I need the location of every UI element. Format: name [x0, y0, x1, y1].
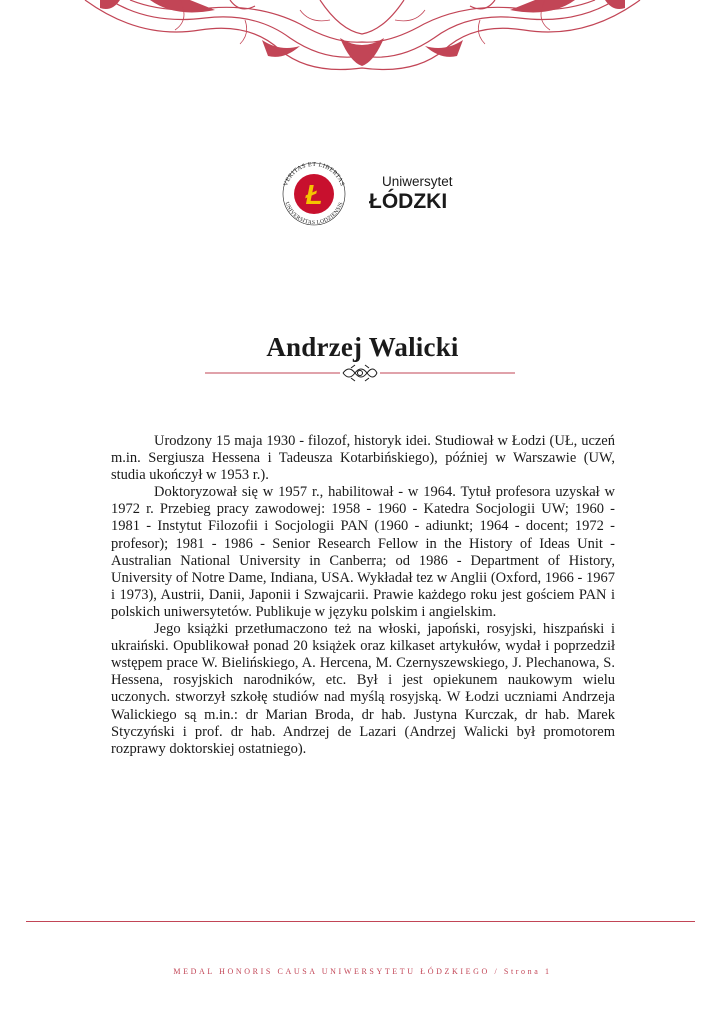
paragraph: Doktoryzował się w 1957 r., habilitował - w 1964. Tytuł profesora uzyskał w 1972 r. Przebieg pracy zawodowej: 1958 - 1960 - Katedra Socjologii UW; 1960 - 1981 - Instytut Filozofii i Socjologii PAN (1960 - adiunkt; 1964 - docent; 1972 - profesor); 1981 - 1986 - Senior Research Fellow in the History of Ideas Unit - Australian National University in Canberra; od 1986 - Department of History, University of Notre Dame, Indiana, USA. Wykładał tez w Anglii (Oxford, 1966 - 1967 i 1973), Austrii, Danii, Japonii i Szwajcarii. Prawie każdego roku jest gościem PAN i polskich uniwersytetów. Publikuje w języku polskim i angielskim. — [111, 484, 615, 620]
logo-line2: ŁÓDZKI — [369, 190, 448, 213]
footer-rule — [26, 921, 695, 922]
seal-icon — [278, 157, 468, 227]
seal-letter: Ł — [305, 179, 323, 210]
seal-text-bottom: UNIVERSITAS LODZIENSIS — [283, 201, 345, 227]
biography-text — [111, 433, 615, 758]
paragraph: Jego książki przetłumaczono też na włoski, japoński, rosyjski, hiszpański i ukraiński. Opublikował ponad 20 książek oraz kilkaset artykułów, wydał i poprzedził wstępem prace W. Bielińskiego, A. Hercena, M. Czernyszewskiego, J. Plechanowa, S. Hessena, rosyjskich narodników, etc. Był i jest opiekunem naukowym wielu uczonych. stworzył szkołę studiów nad myślą rosyjską. W Łodzi uczniami Andrzeja Walickiego są m.in.: dr Marian Broda, dr hab. Justyna Kurczak, dr hab. Marek Styczyński i prof. dr hab. Andrzej de Lazari (Andrzej Walicki był promotorem rozprawy doktorskiej ostatniego). — [111, 621, 615, 757]
university-logo — [278, 157, 468, 227]
page-title: Andrzej Walicki — [266, 332, 459, 363]
logo-line1: Uniwersytet — [382, 174, 453, 189]
divider-ornament — [205, 360, 515, 386]
paragraph: Urodzony 15 maja 1930 - filozof, historyk idei. Studiował w Łodzi (UŁ, uczeń m.in. Sergiusza Hessena i Tadeusza Kotarbińskiego), później w Warszawie (UW, studia ukończył w 1953 r.). — [111, 433, 615, 484]
top-ornament — [0, 0, 725, 80]
footer-text: MEDAL HONORIS CAUSA UNIWERSYTETU ŁÓDZKIEGO / Strona 1 — [173, 967, 552, 976]
seal-text-top: VERITAS ET LIBERTAS — [282, 160, 346, 188]
